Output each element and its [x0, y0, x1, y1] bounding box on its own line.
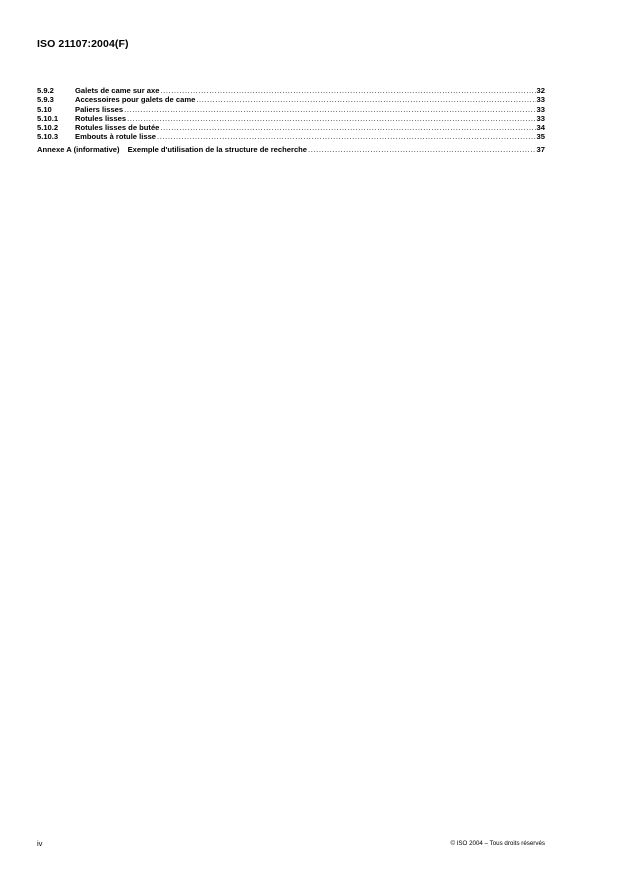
toc-annex-title: Exemple d'utilisation de la structure de recherche: [127, 145, 308, 155]
toc-entry[interactable]: [37, 86, 545, 95]
toc-leader-dots: [160, 86, 535, 95]
toc-entry-page: 32: [536, 86, 545, 95]
footer-page-number: iv: [37, 839, 43, 848]
toc-entry-page: 33: [536, 95, 545, 105]
toc-entry-title: Galets de came sur axe: [75, 86, 160, 95]
toc-entry-page: 34: [536, 123, 545, 133]
toc-entry-title: Rotules lisses: [75, 113, 127, 123]
toc-entry[interactable]: [37, 105, 545, 114]
toc-entry-number: 5.9.3: [37, 95, 54, 105]
toc-entry[interactable]: [37, 114, 545, 123]
toc-annex-page: 37: [536, 145, 545, 155]
toc-entry-title: Accessoires pour galets de came: [75, 95, 196, 105]
toc-entry-number: 5.10.2: [37, 123, 59, 133]
toc-entry-number: 5.10.1: [37, 113, 59, 123]
toc-leader-dots: [160, 123, 535, 132]
toc-entry[interactable]: [37, 95, 545, 104]
toc-entry-number: 5.10: [37, 104, 52, 114]
toc-annex-entry[interactable]: [37, 145, 545, 154]
toc-entry-title: Paliers lisses: [75, 104, 124, 114]
toc-entry[interactable]: [37, 123, 545, 132]
footer-copyright: © ISO 2004 – Tous droits réservés: [450, 840, 545, 847]
page-header: ISO 21107:2004(F): [37, 38, 129, 50]
toc-entry-title: Embouts à rotule lisse: [75, 132, 157, 142]
toc-entry-page: 33: [536, 113, 545, 123]
toc-leader-dots: [124, 105, 535, 114]
toc-entry-number: 5.9.2: [37, 86, 54, 95]
toc-entry-title: Rotules lisses de butée: [75, 123, 160, 133]
toc-entry-number: 5.10.3: [37, 132, 59, 142]
toc-leader-dots: [196, 95, 535, 104]
toc-leader-dots: [308, 145, 536, 154]
toc-entry-page: 35: [536, 132, 545, 142]
table-of-contents: [37, 86, 545, 155]
toc-entry-page: 33: [536, 104, 545, 114]
toc-entry[interactable]: [37, 132, 545, 141]
toc-leader-dots: [127, 114, 535, 123]
toc-leader-dots: [157, 132, 536, 141]
toc-annex-label: Annexe A (informative): [37, 145, 120, 155]
